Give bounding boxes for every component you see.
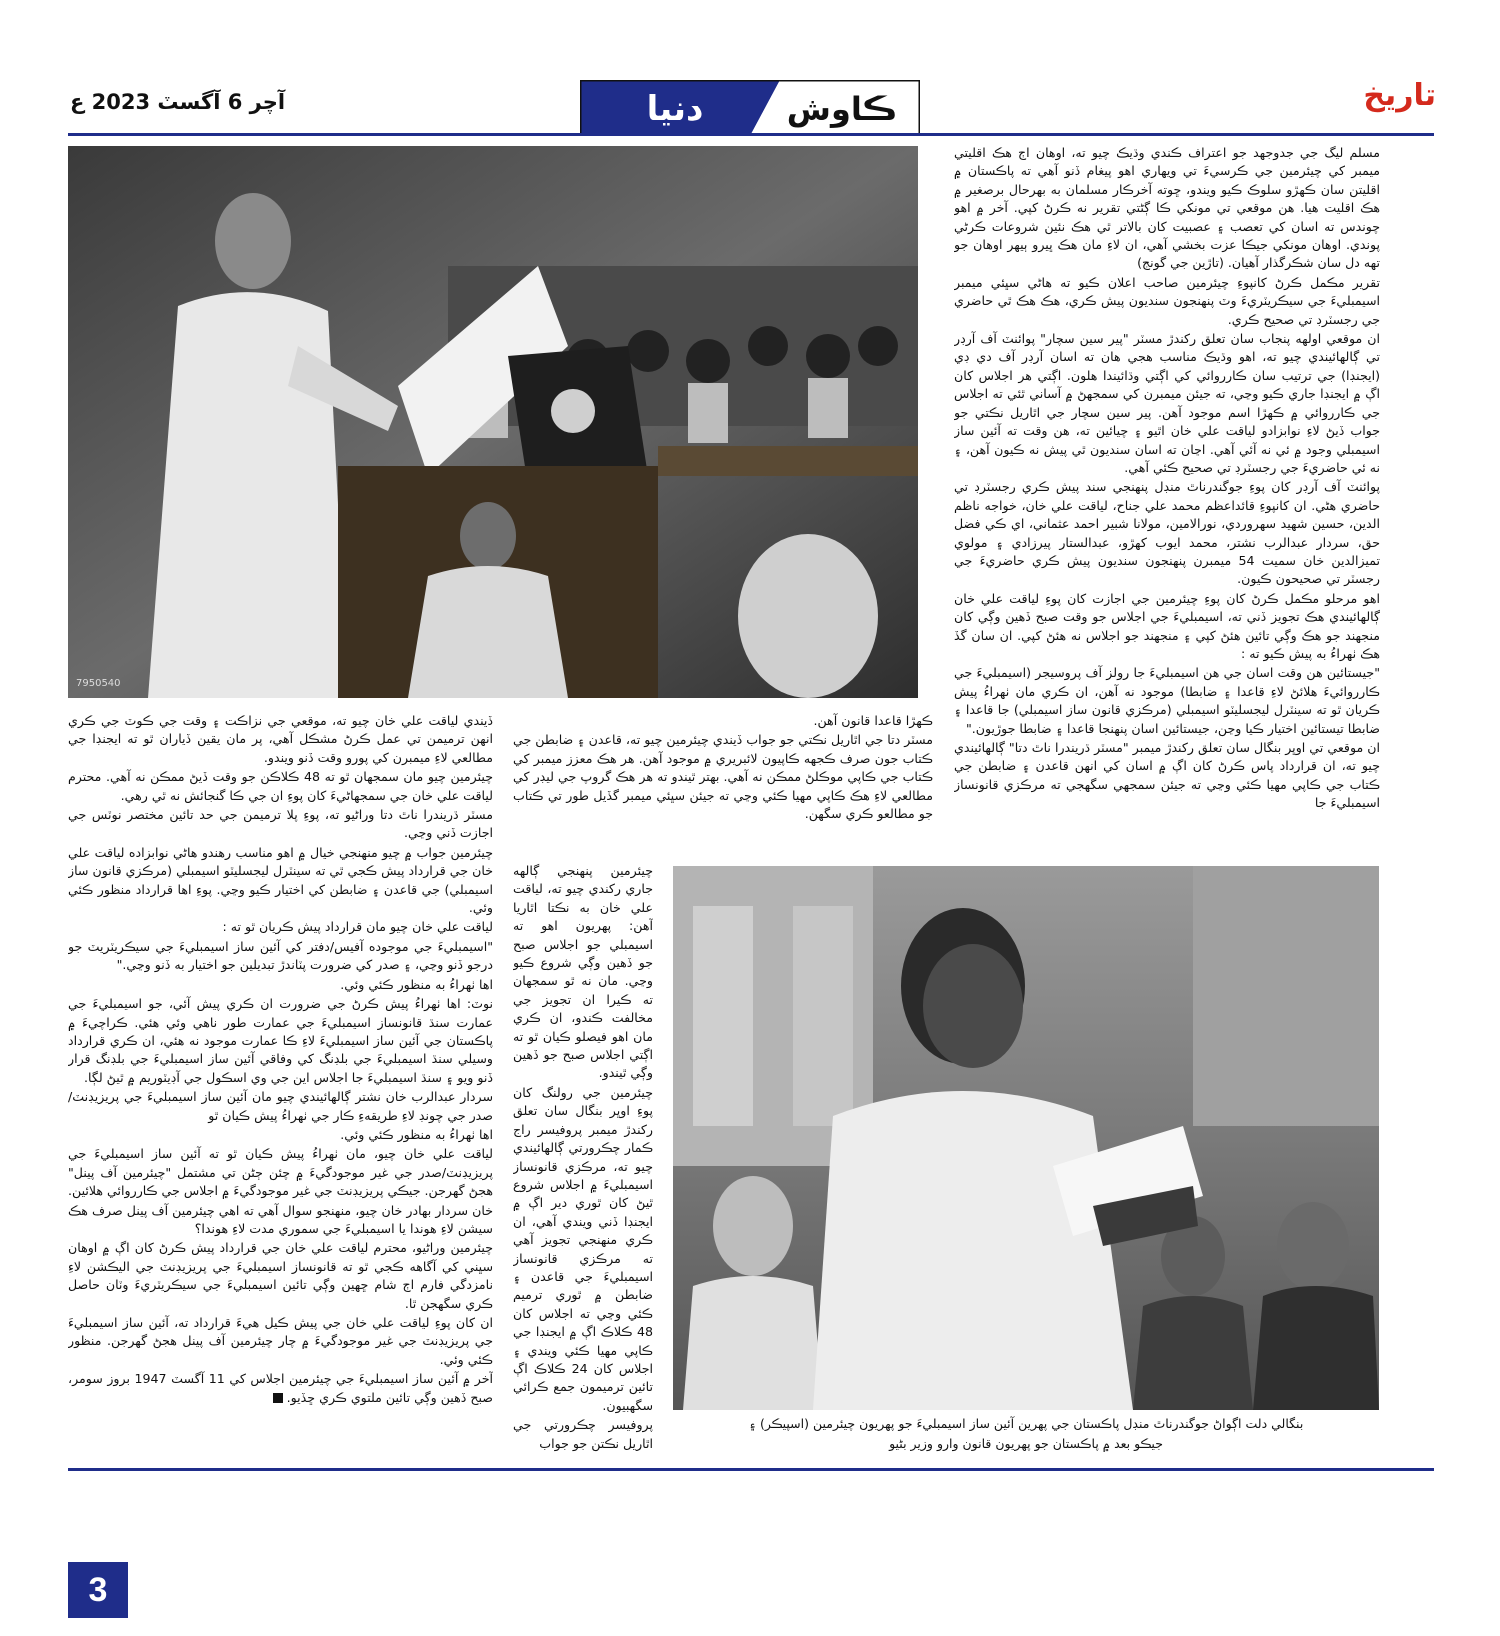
paragraph: چيئرمين چيو مان سمجهان ٿو ته 48 ڪلاڪن جو وقت ڏيڻ ممڪن نه آهي. محترم لياقت علي خان جي سمجهاڻيءَ کان پوءِ ان جي ڪا گنجائش نه ٿي رهي. xyxy=(68,769,493,803)
paragraph: پوائنٽ آف آرڊر کان پوءِ جوگندرناٿ منڊل پنهنجي سند پيش ڪري رجسٽرڊ تي حاضري هڻي. ان کانپوءِ قائداعظم محمد علي جناح، لياقت علي خان، خواجه ناظم الدين، حسين شهيد سهروردي، نورالامين، مولانا شبير احمد عثماني، اي ڪي فضل حق، سردار عبدالرب نشتر، محمد ايوب کهڙو، عبدالستار پيرزادي ۽ مولوي تميزالدين خان سميت 54 ميمبرن پنهنجون سنديون پيش ڪري حاضريءَ جي رجسٽر تي صحيحون ڪيون. xyxy=(954,479,1380,587)
paragraph: لياقت علي خان چيو، مان ٺهراءُ پيش ڪيان ٿو ته آئين ساز اسيمبليءَ جي پريزيڊنٽ/صدر جي غير موجودگيءَ ۾ چئن ڄڻن تي مشتمل "چيئرمين آف پينل" هجڻ گهرجن. جيڪي پريزيڊنٽ جي غير موجودگيءَ ۾ اجلاس جي ڪارروائي هلائين. xyxy=(68,1146,493,1199)
paragraph: لياقت علي خان چيو مان قرارداد پيش ڪريان ٿو ته : xyxy=(222,919,493,935)
paragraph: ان موقعي اولهه پنجاب سان تعلق رکندڙ مسٽر "پير سين سچار" پوائنٽ آف آرڊر تي ڳالهائيندي چيو ته، اهو وڌيڪ مناسب هجي هان ته اسان آرڊر آف دي ڊي (ايجنڊا) جي ترتيب سان ڪارروائي کي اڳتي وڌائيندا هلون. اڳتي هر اجلاس کان اڳ ۾ ايجنڊا جاري ڪيو وڃي، ته جيئن ميمبرن کي سمجهڻ ۾ آساني ٿئي ته اجلاس جي ڪارروائي ۾ ڪهڙا اسم موجود آهن. پير سين سچار جي اٿاريل نڪتي جو جواب ڏيڻ لاءِ نوابزادو لياقت علي خان اٿيو ۽ چيائين ته، هن وقت ته آئين ساز اسيمبلي وجود ۾ ئي نه آئي آهي. اڃان ته اسان سنديون ٿي پيش نه ڪيون آهن، ۽ نه ئي حاضريءَ جي رجسٽرڊ تي صحيح ڪئي آهي. xyxy=(954,331,1380,475)
paragraph-final xyxy=(68,1370,493,1407)
paragraph: اها ٺهراءُ به منظور ڪئي وئي. xyxy=(340,1126,493,1142)
photo-caption xyxy=(673,1414,1379,1458)
paragraph: ڪهڙا قاعدا قانون آهن. xyxy=(813,713,933,728)
photo-assembly-flag xyxy=(68,146,918,698)
paragraph: پروفيسر چڪرورتي جي اٿاريل نڪتن جو جواب xyxy=(513,1417,653,1451)
paragraph: سردار عبدالرب خان نشتر ڳالهائيندي چيو مان آئين ساز اسيمبليءَ جي پريزيڊنٽ/صدر جي چونڊ لاءِ طريقهءِ ڪار جي ٺهراءُ پيش ڪيان ٿو xyxy=(68,1089,493,1123)
paragraph: چيئرمين جواب ۾ چيو منهنجي خيال ۾ اهو مناسب رهندو هاڻي نوابزاده لياقت علي خان جي قرارداد پيش ڪجي ٿي ته سينٽرل ليجسليٽو اسيمبلي (مرڪزي قانون ساز اسيمبلي) جي قاعدن ۽ ضابطن کي اختيار ڪيو وڃي. پوءِ اها قرارداد منظور ڪئي وئي. xyxy=(68,844,493,916)
photo-id-mark: 7950540 xyxy=(76,678,121,689)
article-column-middle-top xyxy=(513,712,933,852)
paragraph: "اسيمبليءَ جي موجوده آفيس/دفتر کي آئين ساز اسيمبليءَ جي سيڪريٽريٽ جو درجو ڏنو وڃي، ۽ صدر کي ضرورت پٽاندڙ تبديلين جو اختيار به ڏنو وڃي." xyxy=(68,938,493,973)
paragraph: ان کان پوءِ لياقت علي خان جي پيش ڪيل هيءَ قرارداد ته، آئين ساز اسيمبليءَ جي پريزيڊنٽ جي غير موجودگيءَ ۾ چار چيئرمين آف پينل هجڻ گهرجن. منظور ڪئي وئي. xyxy=(68,1315,493,1367)
article-column-right xyxy=(954,144,1380,844)
paragraph: چيئرمين پنهنجي ڳالهه جاري رکندي چيو ته، لياقت علي خان به نڪتا اٿاريا آهن: پهريون اهو ته اسيمبلي جو اجلاس صبح جو ڏهين وڳي شروع ڪيو وڃي. مان نه ٿو سمجهان ته ڪيرا ان تجويز جي مخالفت ڪندو، ان ڪري مان اهو فيصلو ڪيان ٿو ته اڳتي اجلاس صبح جو ڏهين وڳي ٿيندو. xyxy=(513,863,653,1081)
caption-line-1: بنگالي دلت اڳواڻ جوگندرناٿ منڊل پاڪستان جي پهرين آئين ساز اسيمبليءَ جو پهريون چيئرمين (اسپيڪر) ۽ xyxy=(748,1416,1304,1431)
paragraph: چيئرمين جي رولنگ کان پوءِ اوڀر بنگال سان تعلق رکندڙ ميمبر پروفيسر راج ڪمار چڪرورتي ڳالهائيندي چيو ته، مرڪزي قانونساز اسيمبليءَ ۾ اجلاس شروع ٿيڻ کان ٿوري دير اڳ ۾ ايجنڊا ڏني ويندي آهي، ان ڪري منهنجي تجويز آهي ته مرڪزي قانونساز اسيمبليءَ جي قاعدن ۽ ضابطن ۾ ٿوري ترميم ڪئي وڃي ته اجلاس کان 48 ڪلاڪ اڳ ۾ ايجنڊا جي ڪاپي مهيا ڪئي ويندي ۽ اجلاس کان 24 ڪلاڪ اڳ تائين ترميمون جمع ڪرائي سگهبيون. xyxy=(513,1084,653,1413)
paragraph: اها ٺهراءُ به منظور ڪئي وئي. xyxy=(340,976,493,992)
logo-text-dunya: دنيا xyxy=(646,89,704,129)
paragraph: مسلم ليگ جي جدوجهد جو اعتراف ڪندي وڌيڪ چيو ته، اوهان اڄ هڪ اقليتي ميمبر کي چيئرمين جي ڪرسيءَ تي ويهاري اهو پيغام ڏنو آهي ته پاڪستان ۾ اقليتن سان ڪهڙو سلوڪ ڪيو ويندو، ڇوته آخرڪار مسلمان به بهرحال برصغير ۾ هڪ اقليت هيا. هن موقعي تي مونکي ڪا ڳڻتي تقرير نه ڪرڻ کپي. آخر ۾ اهو چوندس ته اسان کي تعصب ۽ عصبيت کان بالاتر ٿي هڪ نئين شروعات ڪرڻي پوندي. اوهان مونکي جيڪا عزت بخشي آهي، ان لاءِ مان هڪ ڀيرو ٻيهر اوهان جو تهه دل سان شڪرگذار آهيان. (تاڙين جي گونج) xyxy=(954,145,1380,271)
caption-line-2: جيڪو بعد ۾ پاڪستان جو پهريون قانون وارو وزير بڻيو xyxy=(889,1436,1163,1451)
paragraph: "جيستائين هن وقت اسان جي هن اسيمبليءَ جا رولز آف پروسيجر (اسيمبليءَ جي ڪارروائيءَ هلائڻ لاءِ قاعدا ۽ ضابطا) موجود نه آهن، ان ڪري مان ٺهراءُ پيش ڪريان ٿو ته سينٽرل ليجسليٽو اسيمبلي (مرڪزي قانون ساز اسيمبلي) جا قاعدا ۽ ضابطا تيستائين اختيار ڪيا وڃن، جيستائين اسان پنهنجا قاعدا ۽ ضابطا جوڙيون." xyxy=(954,665,1380,736)
paragraph: مسٽر دتا جي اٿاريل نڪتي جو جواب ڏيندي چيئرمين چيو ته، قاعدن ۽ ضابطن جي ڪتاب جون صرف ڪجهه ڪاپيون لائبريري ۾ موجود آهن. هر هڪ معزز ميمبر کي ڪتاب جي ڪاپي موڪلڻ ممڪن نه آهي. بهتر ٿيندو ته هر هڪ گروپ جي ليڊر کي مطالعي لاءِ هڪ ڪاپي مهيا ڪئي وڃي ته جيئن سڀئي ميمبر گڏيل طور تي ڪتاب جو مطالعو ڪري سگهن. xyxy=(513,732,933,822)
section-title: تاريخ xyxy=(1363,78,1436,113)
article-column-middle-narrow xyxy=(513,862,653,1454)
paragraph: ان موقعي تي اوڀر بنگال سان تعلق رکندڙ ميمبر "مسٽر ڌريندرا ناٿ دتا" ڳالهائيندي چيو ته، ان قرارداد پاس ڪرڻ کان اڳ ۾ اسان کي انهن قاعدن ۽ ضابطن جي ڪتاب جي ڪاپي مهيا ڪئي وڃي ته جيئن سمجهي سگهجي ته مرڪزي قانونساز اسيمبليءَ جا xyxy=(954,740,1380,811)
paragraph: اهو مرحلو مڪمل ڪرڻ کان پوءِ چيئرمين جي اجازت کان پوءِ لياقت علي خان ڳالهائيندي هڪ تجويز ڏني ته، اسيمبليءَ جي اجلاس جو وقت صبح ڏهين وڳي کان منجهند جو هڪ وڳي تائين هئڻ کپي ۽ منجهند جو اجلاس نه هئڻ کپي. ان سان گڏ هڪ ٺهراءُ به پيش ڪيو ته : xyxy=(954,590,1380,661)
photo-mandal-reading xyxy=(673,866,1379,1410)
masthead-logo xyxy=(580,80,920,136)
footer-rule xyxy=(68,1468,1434,1471)
paragraph: ڏيندي لياقت علي خان چيو ته، موقعي جي نزاڪت ۽ وقت جي ڪوٽ جي ڪري انهن ترميمن تي عمل ڪرڻ مشڪل آهي، پر مان يقين ڏياران ٿو ته ايجنڊا جي مطالعي لاءِ ميمبرن کي پورو وقت ڏنو ويندو. xyxy=(68,713,493,765)
end-of-article-mark xyxy=(273,1393,283,1403)
paragraph: تقرير مڪمل ڪرڻ کانپوءِ چيئرمين صاحب اعلان ڪيو ته هاڻي سڀئي ميمبر اسيمبليءَ جي سيڪريٽريءَ وٽ پنهنجون سنديون پيش ڪري، هڪ هڪ ٿي حاضري جي رجسٽرڊ تي صحيح ڪري. xyxy=(954,274,1380,327)
paragraph: چيئرمين وراڻيو، محترم لياقت علي خان جي قرارداد پيش ڪرڻ کان اڳ ۾ اوهان سڀني کي آگاهه ڪجي ٿو ته قانونساز اسيمبليءَ جي پريزيڊنٽ جي اليڪشن لاءِ نامزدگي فارم اڄ شام ڇهين وڳي تائين اسيمبليءَ جي سيڪريٽريءَ وٽان حاصل ڪري سگهجن ٿا. xyxy=(68,1240,493,1311)
header-rule xyxy=(68,133,1434,136)
page-number: 3 xyxy=(68,1562,128,1618)
issue-date: آچر 6 آگسٽ 2023 ع xyxy=(70,90,286,114)
article-column-left xyxy=(68,712,493,1450)
paragraph: خان سردار بهادر خان چيو، منهنجو سوال آهي ته اهي چيئرمين آف پينل صرف هڪ سيشن لاءِ هوندا يا اسيمبليءَ جي سموري مدت لاءِ هوندا؟ xyxy=(68,1202,493,1236)
paragraph-final-text: آخر ۾ آئين ساز اسيمبليءَ جي چيئرمين اجلاس کي 11 آگسٽ 1947 بروز سومر، صبح ڏهين وڳي تائين ملتوي ڪري ڇڏيو. xyxy=(68,1371,493,1405)
paragraph: مسٽر ڌريندرا ناٿ دتا وراڻيو ته، پوءِ پلا ترميمن جي حد تائين مختصر نوٽس جي اجازت ڏني وڃي. xyxy=(68,807,493,841)
logo-text-kawish: ڪاوش xyxy=(786,90,898,128)
paragraph: نوٽ: اها ٺهراءُ پيش ڪرڻ جي ضرورت ان ڪري پيش آئي، جو اسيمبليءَ جي عمارت سنڌ قانونساز اسيمبليءَ جي عمارت طور ناهي وئي هئي. ڪراچيءَ ۾ پاڪستان جي آئين ساز اسيمبليءَ لاءِ ڪا عمارت موجود نه هئي، ان ڪري قرارداد وسيلي سنڌ اسيمبليءَ جي بلڊنگ کي وفاقي آئين ساز اسيمبليءَ جي بلڊنگ قرار ڏنو ويو ۽ سنڌ اسيمبليءَ جا اجلاس اين جي وي اسڪول جي آڊيٽوريم ۾ ٿيڻ لڳا. xyxy=(68,996,493,1085)
